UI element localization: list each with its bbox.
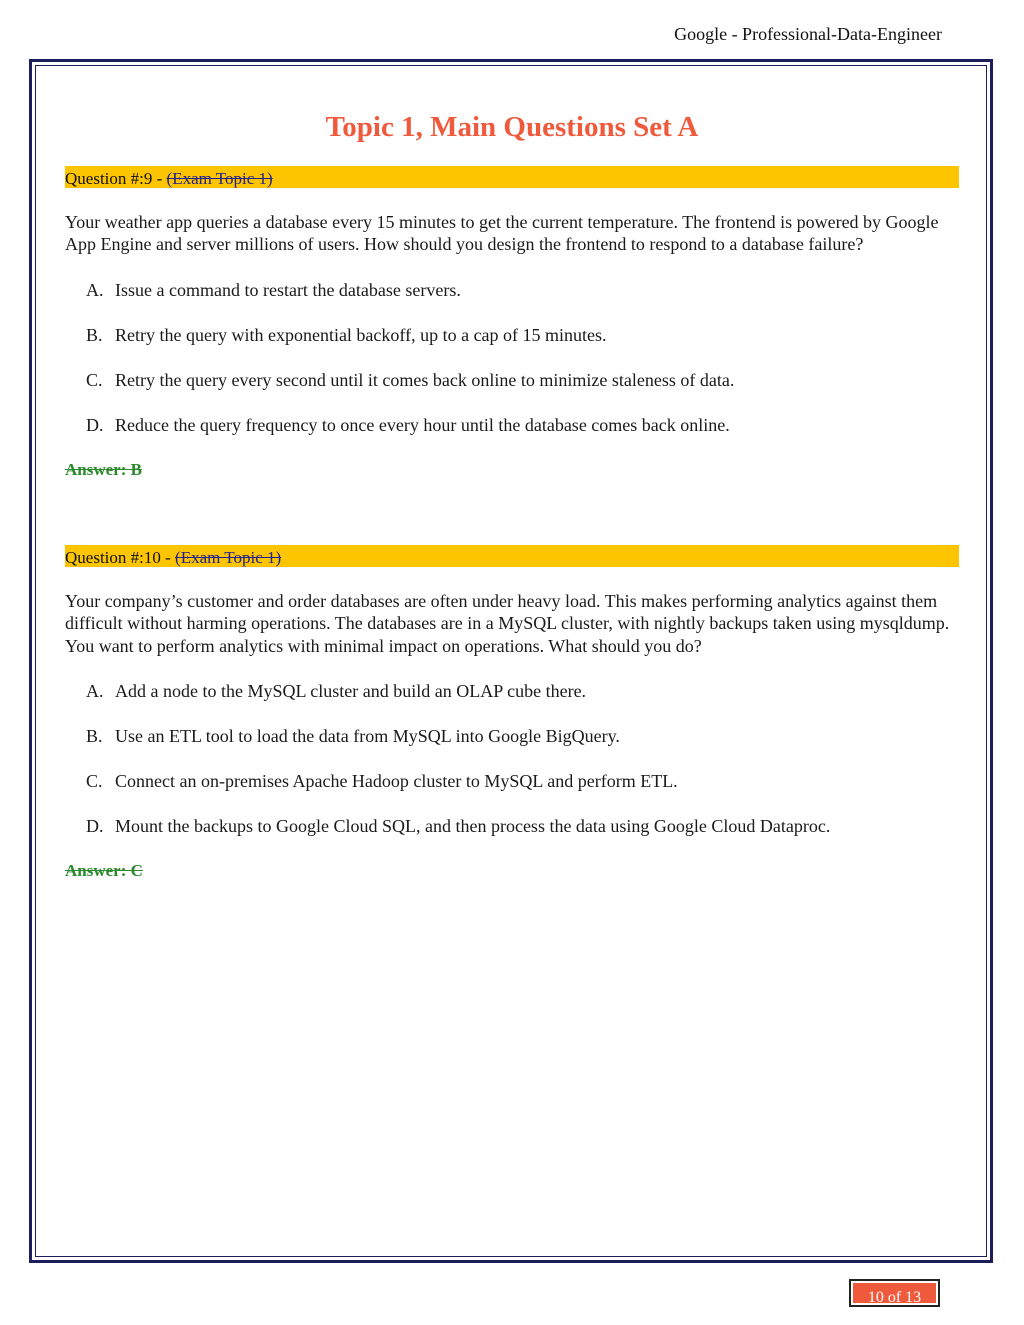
option-text: Connect an on-premises Apache Hadoop cluster to MySQL and perform ETL. (115, 771, 678, 792)
option-b (65, 324, 959, 346)
exam-topic-link[interactable]: (Exam Topic 1) (175, 547, 282, 567)
option-text: Mount the backups to Google Cloud SQL, and then process the data using Google Cloud Dataproc. (115, 816, 831, 837)
exam-topic-link[interactable]: (Exam Topic 1) (166, 168, 273, 188)
option-text: Issue a command to restart the database servers. (115, 279, 461, 300)
question-label: Question #:10 - (65, 547, 176, 567)
option-text: Reduce the query frequency to once every hour until the database comes back online. (115, 414, 730, 435)
topic-title: Topic 1, Main Questions Set A (325, 111, 699, 143)
question-block (65, 545, 959, 883)
option-letter: D. (86, 816, 104, 837)
page-content (65, 110, 959, 882)
option-d (65, 815, 959, 837)
question-text: Your weather app queries a database every 15 minutes to get the current temperature. The frontend is powered by Google App Engine and server millions of users. How should you design the frontend to respond to a database failure? (65, 211, 939, 255)
document-header: Google - Professional-Data-Engineer (674, 24, 942, 44)
question-block (65, 166, 959, 481)
option-text: Use an ETL tool to load the data from MySQL into Google BigQuery. (115, 726, 620, 747)
page-number: 10 of 13 (853, 1283, 936, 1303)
question-header-bar (65, 545, 959, 567)
answer-key: Answer: B (65, 459, 142, 479)
option-letter: A. (86, 681, 104, 702)
option-letter: B. (86, 324, 103, 345)
option-letter: A. (86, 279, 104, 300)
option-a (65, 680, 959, 702)
option-text: Retry the query every second until it comes back online to minimize staleness of data. (115, 369, 735, 390)
option-text: Add a node to the MySQL cluster and build an OLAP cube there. (115, 681, 587, 702)
answer-options (65, 680, 959, 837)
option-c (65, 770, 959, 792)
question-header-bar (65, 166, 959, 188)
option-a (65, 279, 959, 301)
option-letter: D. (86, 414, 104, 435)
option-b (65, 725, 959, 747)
option-letter: C. (86, 369, 103, 390)
answer-options (65, 279, 959, 436)
page-number-box (849, 1279, 940, 1307)
option-letter: C. (86, 771, 103, 792)
option-d (65, 414, 959, 436)
option-letter: B. (86, 726, 103, 747)
option-text: Retry the query with exponential backoff, up to a cap of 15 minutes. (115, 324, 607, 345)
answer-key: Answer: C (65, 861, 143, 881)
question-label: Question #:9 - (65, 168, 167, 188)
option-c (65, 369, 959, 391)
question-text: Your company’s customer and order databases are often under heavy load. This makes performing analytics against them difficult without harming operations. The databases are in a MySQL cluster, with nightly backups taken using mysqldump. You want to perform analytics with minimal impact on operations. What should you do? (65, 590, 950, 656)
